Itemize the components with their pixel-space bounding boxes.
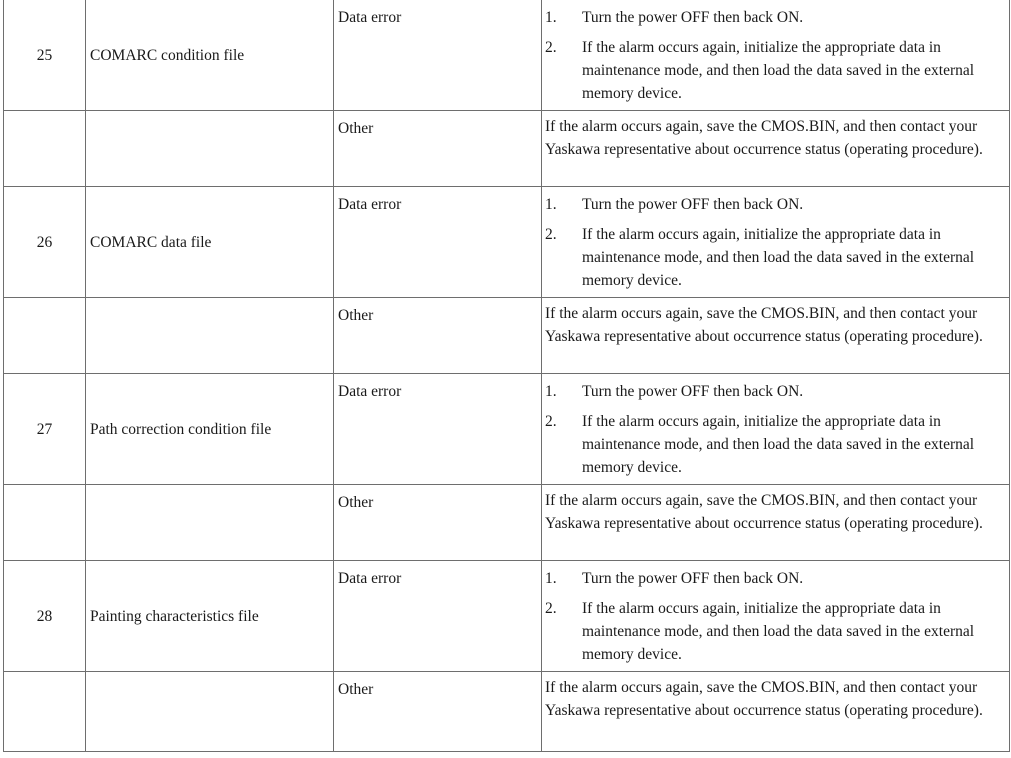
cause-label: Other xyxy=(334,672,542,752)
empty-cell xyxy=(86,672,334,752)
step-number: 1. xyxy=(545,196,557,213)
cause-label: Data error xyxy=(334,187,542,298)
step-text: If the alarm occurs again, initialize the appropriate data in maintenance mode, and then load the data saved in the external memory device. xyxy=(582,39,975,102)
cause-label: Data error xyxy=(334,374,542,485)
step-number: 2. xyxy=(545,600,557,617)
empty-cell xyxy=(4,298,86,374)
step-number: 2. xyxy=(545,226,557,243)
step-number: 2. xyxy=(545,413,557,430)
remedy-steps xyxy=(542,561,1010,672)
remedy-text: If the alarm occurs again, save the CMOS.BIN, and then contact your Yaskawa representative about occurrence status (operating procedure). xyxy=(542,298,1010,374)
step-text: Turn the power OFF then back ON. xyxy=(582,383,804,400)
remedy-text: If the alarm occurs again, save the CMOS.BIN, and then contact your Yaskawa representative about occurrence status (operating procedure). xyxy=(542,485,1010,561)
table-row xyxy=(4,485,1010,561)
sub-code: 25 xyxy=(4,0,86,111)
cause-label: Other xyxy=(334,111,542,187)
remedy-text: If the alarm occurs again, save the CMOS.BIN, and then contact your Yaskawa representative about occurrence status (operating procedure). xyxy=(542,672,1010,752)
table-row xyxy=(4,298,1010,374)
alarm-data-table xyxy=(3,0,1010,752)
table-row xyxy=(4,111,1010,187)
cause-label: Data error xyxy=(334,561,542,672)
remedy-step xyxy=(545,6,1005,29)
data-item-name: Painting characteristics file xyxy=(86,561,334,672)
sub-code: 26 xyxy=(4,187,86,298)
remedy-steps xyxy=(542,0,1010,111)
remedy-step xyxy=(545,223,1005,292)
step-text: Turn the power OFF then back ON. xyxy=(582,196,804,213)
step-text: If the alarm occurs again, initialize the appropriate data in maintenance mode, and then load the data saved in the external memory device. xyxy=(582,226,975,289)
data-item-name: COMARC condition file xyxy=(86,0,334,111)
step-number: 1. xyxy=(545,570,557,587)
remedy-step xyxy=(545,567,1005,590)
table-row xyxy=(4,0,1010,111)
step-number: 1. xyxy=(545,9,557,26)
empty-cell xyxy=(86,485,334,561)
empty-cell xyxy=(4,485,86,561)
step-number: 2. xyxy=(545,39,557,56)
remedy-text: If the alarm occurs again, save the CMOS.BIN, and then contact your Yaskawa representative about occurrence status (operating procedure). xyxy=(542,111,1010,187)
table-row xyxy=(4,672,1010,752)
empty-cell xyxy=(86,111,334,187)
data-item-name: COMARC data file xyxy=(86,187,334,298)
table-row xyxy=(4,374,1010,485)
remedy-steps xyxy=(542,374,1010,485)
empty-cell xyxy=(4,111,86,187)
remedy-step xyxy=(545,410,1005,479)
cause-label: Data error xyxy=(334,0,542,111)
sub-code: 27 xyxy=(4,374,86,485)
remedy-step xyxy=(545,193,1005,216)
remedy-step xyxy=(545,597,1005,666)
remedy-step xyxy=(545,380,1005,403)
empty-cell xyxy=(86,298,334,374)
remedy-steps xyxy=(542,187,1010,298)
remedy-step xyxy=(545,36,1005,105)
step-text: If the alarm occurs again, initialize the appropriate data in maintenance mode, and then load the data saved in the external memory device. xyxy=(582,600,975,663)
cause-label: Other xyxy=(334,485,542,561)
step-text: If the alarm occurs again, initialize the appropriate data in maintenance mode, and then load the data saved in the external memory device. xyxy=(582,413,975,476)
table-row xyxy=(4,187,1010,298)
table-row xyxy=(4,561,1010,672)
sub-code: 28 xyxy=(4,561,86,672)
empty-cell xyxy=(4,672,86,752)
step-number: 1. xyxy=(545,383,557,400)
data-item-name: Path correction condition file xyxy=(86,374,334,485)
step-text: Turn the power OFF then back ON. xyxy=(582,9,804,26)
step-text: Turn the power OFF then back ON. xyxy=(582,570,804,587)
cause-label: Other xyxy=(334,298,542,374)
